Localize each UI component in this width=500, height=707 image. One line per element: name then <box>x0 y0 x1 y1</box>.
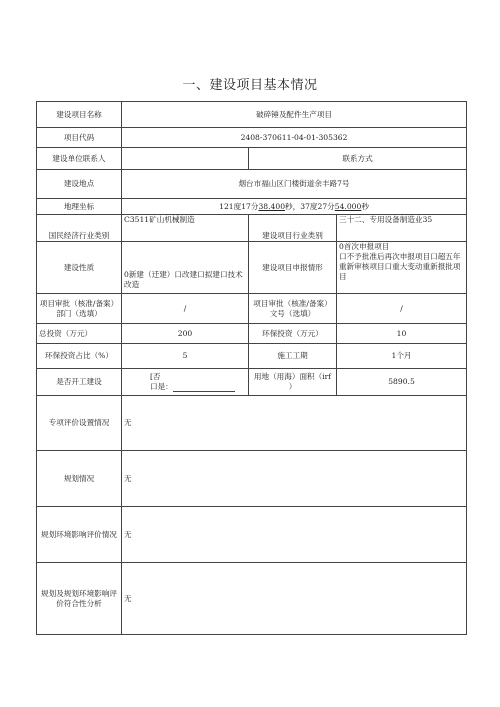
table-row <box>37 170 467 199</box>
coordinates-value <box>122 199 467 215</box>
project-name-label: 建设项目名称 <box>37 102 122 128</box>
contact-method-cell <box>249 148 467 170</box>
declaration-type-value: 0首次申报项目 口不予批准后再次申报项目口超五年重新审核项目口重大变动重新报批项目 <box>337 242 467 294</box>
table-row <box>37 199 467 215</box>
planning-eia-value: 无 <box>122 507 467 563</box>
env-ratio-value: 5 <box>122 344 249 369</box>
special-eval-value: 无 <box>122 396 467 451</box>
location-label: 建设地点 <box>37 170 122 199</box>
table-row <box>37 507 467 563</box>
construction-period-value: 1个月 <box>337 344 467 369</box>
started-value <box>122 369 249 396</box>
location-value: 烟台市福山区门楼街道余丰路7号 <box>122 170 467 199</box>
total-investment-value: 200 <box>122 324 249 344</box>
env-investment-label: 环保投资（万元） <box>249 324 337 344</box>
project-industry-label: 建设项目行业类别 <box>249 215 337 242</box>
declaration-type-label: 建设项目申报情形 <box>249 242 337 294</box>
project-name-value: 破碎锤及配件生产项目 <box>122 102 467 128</box>
coord-part: 121度17分 <box>219 201 259 211</box>
table-row <box>37 128 467 148</box>
coord-part: 秒 <box>361 201 369 211</box>
table-row <box>37 451 467 507</box>
table-row <box>37 215 467 242</box>
started-option-no: [否 <box>150 372 161 381</box>
construction-nature-label: 建设性质 <box>37 242 122 294</box>
table-row <box>37 344 467 369</box>
page-title: 一、建设项目基本情况 <box>182 78 318 93</box>
project-info-table <box>36 101 467 635</box>
coordinates-label: 地理坐标 <box>37 199 122 215</box>
table-row <box>37 396 467 451</box>
coord-part: 38.400 <box>258 201 286 211</box>
project-code-label: 项目代码 <box>37 128 122 148</box>
approval-doc-label: 项目审批（核准/备案）文号（选填） <box>249 294 337 324</box>
planning-conformity-label: 规划及规划环境影响评价符合性分析 <box>37 563 122 635</box>
planning-conformity-value: 无 <box>122 563 467 635</box>
table-row <box>37 102 467 128</box>
approval-dept-label: 项目审批（核准/备案）部门（选填） <box>37 294 122 324</box>
started-date-blank <box>173 383 235 392</box>
total-investment-label: 总投资（万元） <box>37 324 122 344</box>
land-area-value: 5890.5 <box>337 369 467 396</box>
contact-method-label: 联系方式 <box>342 153 373 163</box>
approval-dept-value: / <box>122 294 249 324</box>
industry-category-label: 国民经济行业类别 <box>37 215 122 242</box>
special-eval-label: 专项评价设置情况 <box>37 396 122 451</box>
coord-part: 秒，37度27分 <box>285 201 335 211</box>
industry-category-value: C3511矿山机械制造 <box>122 215 249 242</box>
land-area-label: 用地（用海）面积（irf ） <box>249 369 337 396</box>
table-row <box>37 563 467 635</box>
construction-period-label: 施工工期 <box>249 344 337 369</box>
coord-part: 54.000 <box>334 201 362 211</box>
table-row <box>37 242 467 294</box>
contact-person-value <box>122 148 249 170</box>
table-row <box>37 324 467 344</box>
construction-nature-value: 0新建（迁建）口改建口拟建口技术改造 <box>122 242 249 294</box>
table-row <box>37 294 467 324</box>
planning-label: 规划情况 <box>37 451 122 507</box>
started-label: 是否开工建设 <box>37 369 122 396</box>
approval-doc-value: / <box>337 294 467 324</box>
table-row <box>37 148 467 170</box>
project-industry-value: 三十二、专用设备制造业35 <box>337 215 467 242</box>
started-option-yes: 口是： <box>150 382 173 391</box>
table-row <box>37 369 467 396</box>
planning-value: 无 <box>122 451 467 507</box>
contact-person-label: 建设单位联系人 <box>37 148 122 170</box>
planning-eia-label: 规划环境影响评价情况 <box>37 507 122 563</box>
env-investment-value: 10 <box>337 324 467 344</box>
project-code-value: 2408-370611-04-01-305362 <box>122 128 467 148</box>
env-ratio-label: 环保投资占比（%） <box>37 344 122 369</box>
